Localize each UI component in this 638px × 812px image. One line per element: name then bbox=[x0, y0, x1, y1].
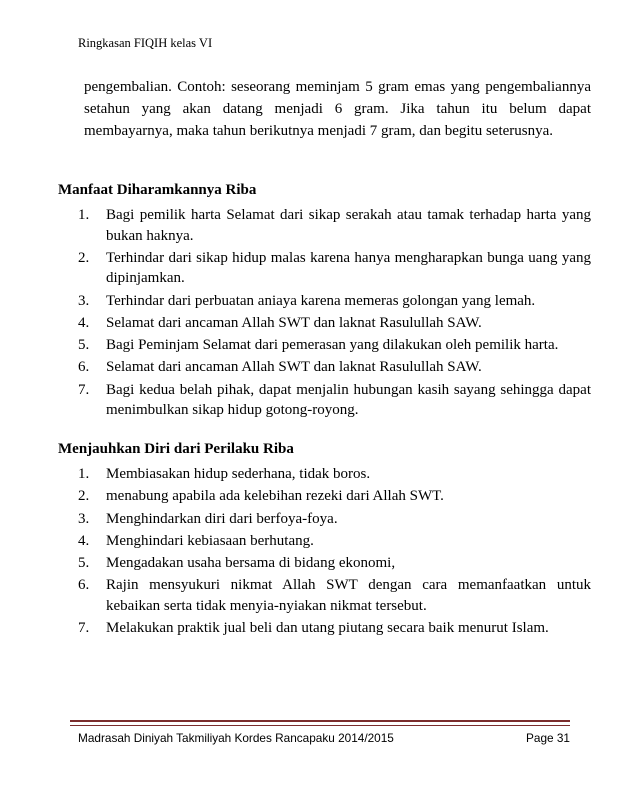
list-item-number: 7. bbox=[78, 620, 90, 637]
list-item-text: Bagi Peminjam Selamat dari pemerasan yang dilakukan oleh pemilik harta. bbox=[106, 337, 559, 354]
list-item bbox=[78, 205, 591, 246]
list-item-number: 4. bbox=[78, 532, 90, 549]
list-item bbox=[78, 509, 591, 530]
list-item bbox=[78, 618, 591, 639]
list-item-text: menabung apabila ada kelebihan rezeki dari Allah SWT. bbox=[106, 488, 444, 505]
list-item-number: 3. bbox=[78, 292, 90, 309]
list-item-number: 2. bbox=[78, 488, 90, 505]
manfaat-list bbox=[78, 205, 591, 423]
list-item bbox=[78, 575, 591, 616]
list-item-number: 6. bbox=[78, 359, 90, 376]
list-item-number: 6. bbox=[78, 577, 90, 594]
section-title-manfaat: Manfaat Diharamkannya Riba bbox=[58, 182, 257, 198]
list-item-number: 4. bbox=[78, 314, 90, 331]
list-item bbox=[78, 531, 591, 552]
list-item-text: Mengadakan usaha bersama di bidang ekonomi, bbox=[106, 555, 396, 572]
footer-rule-thick bbox=[70, 720, 570, 722]
list-item-text: Menghindarkan diri dari berfoya-foya. bbox=[106, 510, 338, 527]
list-item bbox=[78, 380, 591, 421]
list-item bbox=[78, 335, 591, 356]
list-item bbox=[78, 464, 591, 485]
menjauhkan-list bbox=[78, 464, 591, 641]
list-item-text: Membiasakan hidup sederhana, tidak boros. bbox=[106, 466, 371, 482]
list-item-text: Terhindar dari perbuatan aniaya karena memeras golongan yang lemah. bbox=[106, 292, 536, 309]
page-footer bbox=[78, 731, 570, 745]
footer-rule-thin bbox=[70, 725, 570, 726]
list-item-text: Menghindari kebiasaan berhutang. bbox=[106, 532, 314, 549]
list-item bbox=[78, 486, 591, 507]
list-item-number: 7. bbox=[78, 381, 90, 398]
list-item-number: 5. bbox=[78, 337, 90, 354]
list-item-number: 1. bbox=[78, 466, 90, 482]
list-item bbox=[78, 313, 591, 334]
list-item bbox=[78, 553, 591, 574]
list-item-text: Bagi kedua belah pihak, dapat menjalin hubungan kasih sayang sehingga dapat menimbulkan sikap hidup gotong-royong. bbox=[106, 381, 591, 419]
list-item-text: Selamat dari ancaman Allah SWT dan laknat Rasulullah SAW. bbox=[106, 314, 482, 331]
list-item-number: 2. bbox=[78, 249, 90, 266]
list-item bbox=[78, 291, 591, 312]
footer-institution: Madrasah Diniyah Takmiliyah Kordes Rancapaku 2014/2015 bbox=[78, 731, 394, 745]
list-item-number: 3. bbox=[78, 510, 90, 527]
page-number: Page 31 bbox=[526, 731, 570, 745]
list-item-text: Melakukan praktik jual beli dan utang piutang secara baik menurut Islam. bbox=[106, 620, 549, 637]
list-item-text: Terhindar dari sikap hidup malas karena hanya mengharapkan bunga uang yang dipinjamkan. bbox=[106, 249, 591, 287]
list-item-number: 5. bbox=[78, 555, 90, 572]
list-item-number: 1. bbox=[78, 207, 90, 223]
list-item-text: Bagi pemilik harta Selamat dari sikap serakah atau tamak terhadap harta yang bukan haknya. bbox=[106, 207, 591, 244]
list-item bbox=[78, 248, 591, 289]
intro-paragraph: pengembalian. Contoh: seseorang meminjam 5 gram emas yang pengembaliannya setahun yang akan datang menjadi 6 gram. Jika tahun itu belum dapat membayarnya, maka tahun berikutnya menjadi 7 gram, dan begitu seterusnya. bbox=[84, 79, 591, 140]
section-title-menjauhkan: Menjauhkan Diri dari Perilaku Riba bbox=[58, 441, 294, 457]
list-item-text: Rajin mensyukuri nikmat Allah SWT dengan cara memanfaatkan untuk kebaikan serta tidak menyia-nyiakan nikmat tersebut. bbox=[106, 577, 591, 614]
running-header: Ringkasan FIQIH kelas VI bbox=[78, 36, 213, 50]
list-item-text: Selamat dari ancaman Allah SWT dan laknat Rasulullah SAW. bbox=[106, 359, 482, 376]
list-item bbox=[78, 357, 591, 378]
